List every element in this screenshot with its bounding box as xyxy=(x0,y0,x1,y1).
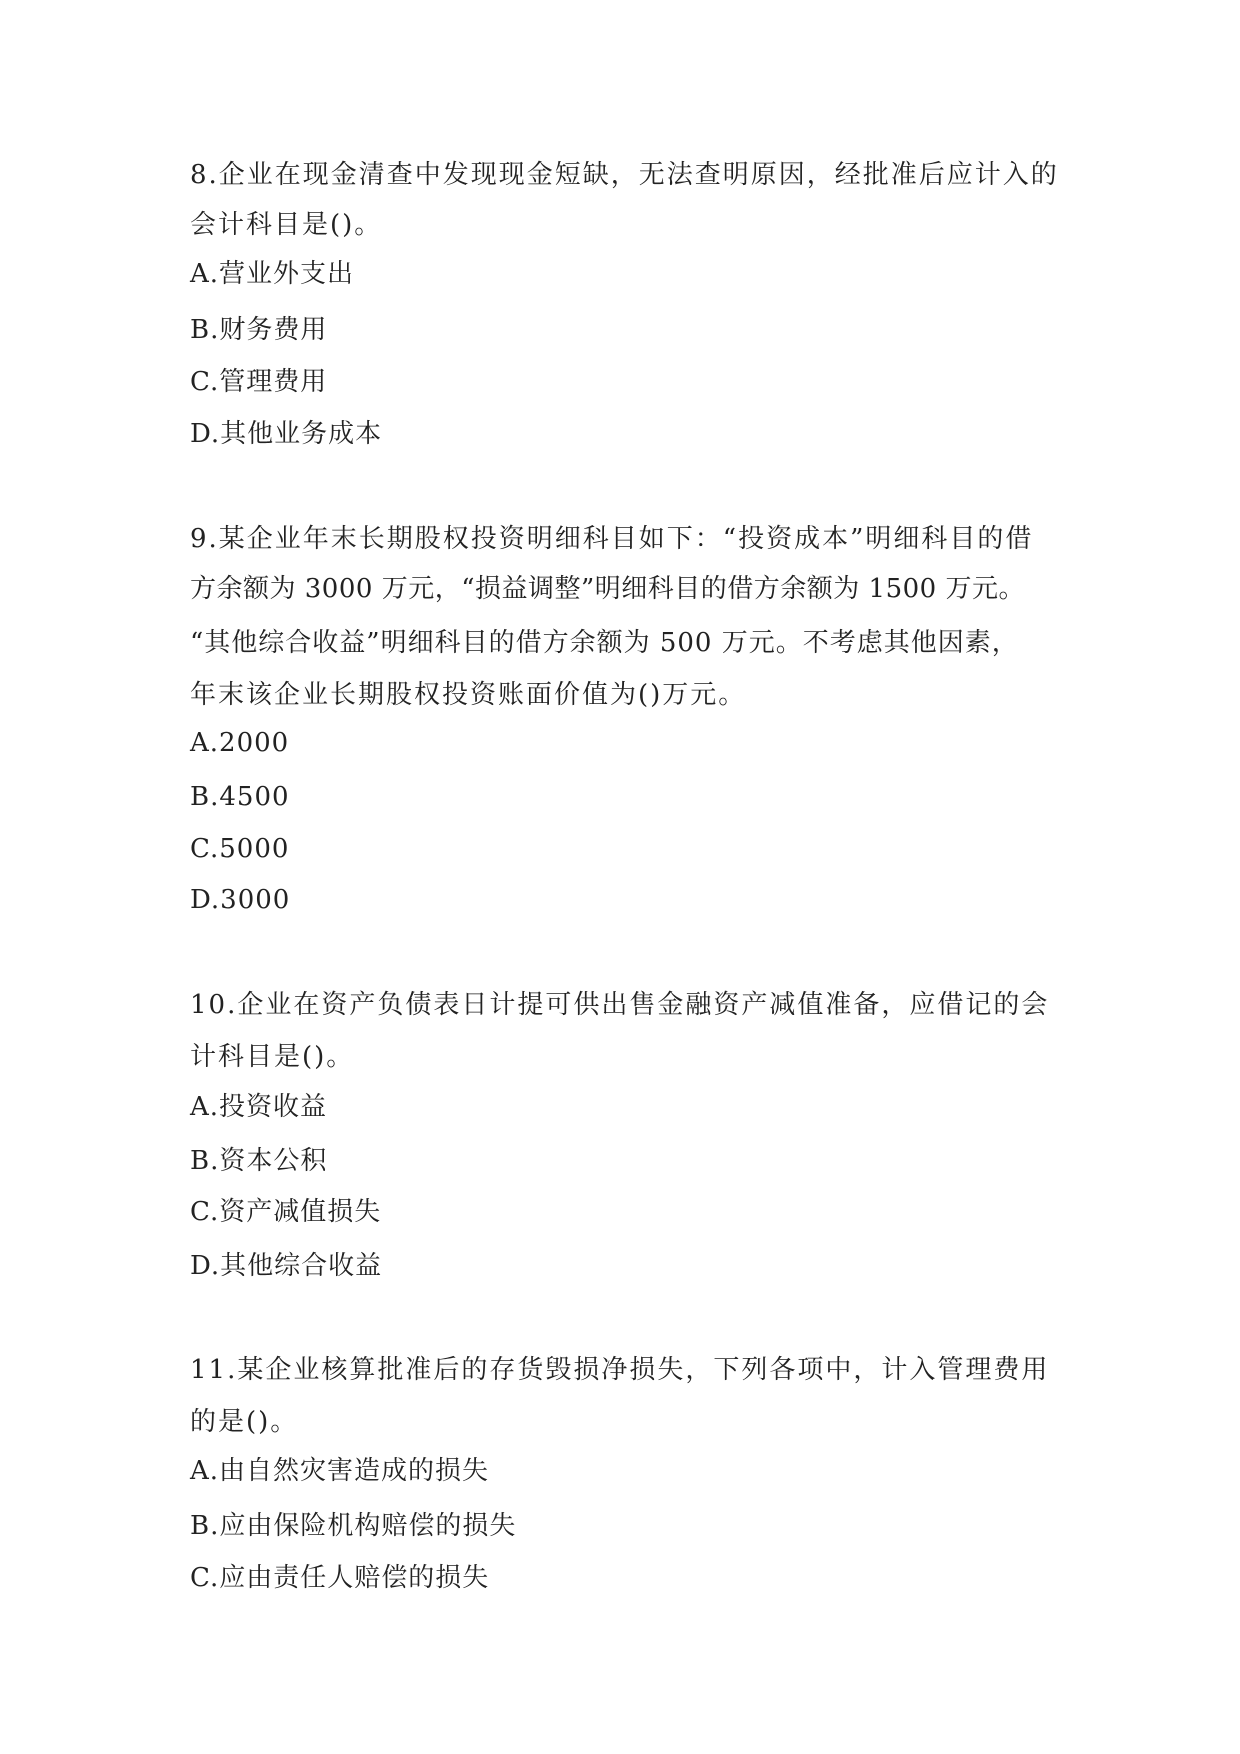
question-8-option-a: A.营业外支出 xyxy=(190,259,355,289)
question-9-stem-line-4: 年末该企业长期股权投资账面价值为()万元。 xyxy=(190,680,747,710)
question-9-stem-line-1: 9.某企业年末长期股权投资明细科目如下：“投资成本”明细科目的借 xyxy=(190,524,1034,554)
question-9-stem-line-2: 方余额为 3000 万元，“损益调整”明细科目的借方余额为 1500 万元。 xyxy=(190,574,1025,604)
question-8-stem-line-2: 会计科目是()。 xyxy=(190,210,383,240)
question-11-option-b: B.应由保险机构赔偿的损失 xyxy=(190,1511,517,1541)
question-11-option-c: C.应由责任人赔偿的损失 xyxy=(190,1563,490,1593)
question-9-option-d: D.3000 xyxy=(190,885,291,915)
question-10-option-b: B.资本公积 xyxy=(190,1146,328,1176)
question-10-stem-line-1: 10.企业在资产负债表日计提可供出售金融资产减值准备，应借记的会 xyxy=(190,990,1050,1020)
question-9-stem-line-3: “其他综合收益”明细科目的借方余额为 500 万元。不考虑其他因素， xyxy=(190,628,1019,658)
question-10-option-c: C.资产减值损失 xyxy=(190,1197,382,1227)
question-11-option-a: A.由自然灾害造成的损失 xyxy=(190,1456,490,1486)
question-10-stem-line-2: 计科目是()。 xyxy=(190,1042,355,1072)
question-9-option-a: A.2000 xyxy=(190,728,290,758)
question-11-stem-line-1: 11.某企业核算批准后的存货毁损净损失，下列各项中，计入管理费用 xyxy=(190,1355,1050,1385)
question-9-option-b: B.4500 xyxy=(190,782,290,812)
question-11-stem-line-2: 的是()。 xyxy=(190,1407,299,1437)
question-8-option-d: D.其他业务成本 xyxy=(190,419,383,449)
question-8-option-b: B.财务费用 xyxy=(190,315,328,345)
question-9-option-c: C.5000 xyxy=(190,834,290,864)
question-10-option-d: D.其他综合收益 xyxy=(190,1251,383,1281)
question-8-option-c: C.管理费用 xyxy=(190,367,328,397)
question-8-stem-line-1: 8.企业在现金清查中发现现金短缺，无法查明原因，经批准后应计入的 xyxy=(190,160,1059,190)
question-10-option-a: A.投资收益 xyxy=(190,1092,328,1122)
